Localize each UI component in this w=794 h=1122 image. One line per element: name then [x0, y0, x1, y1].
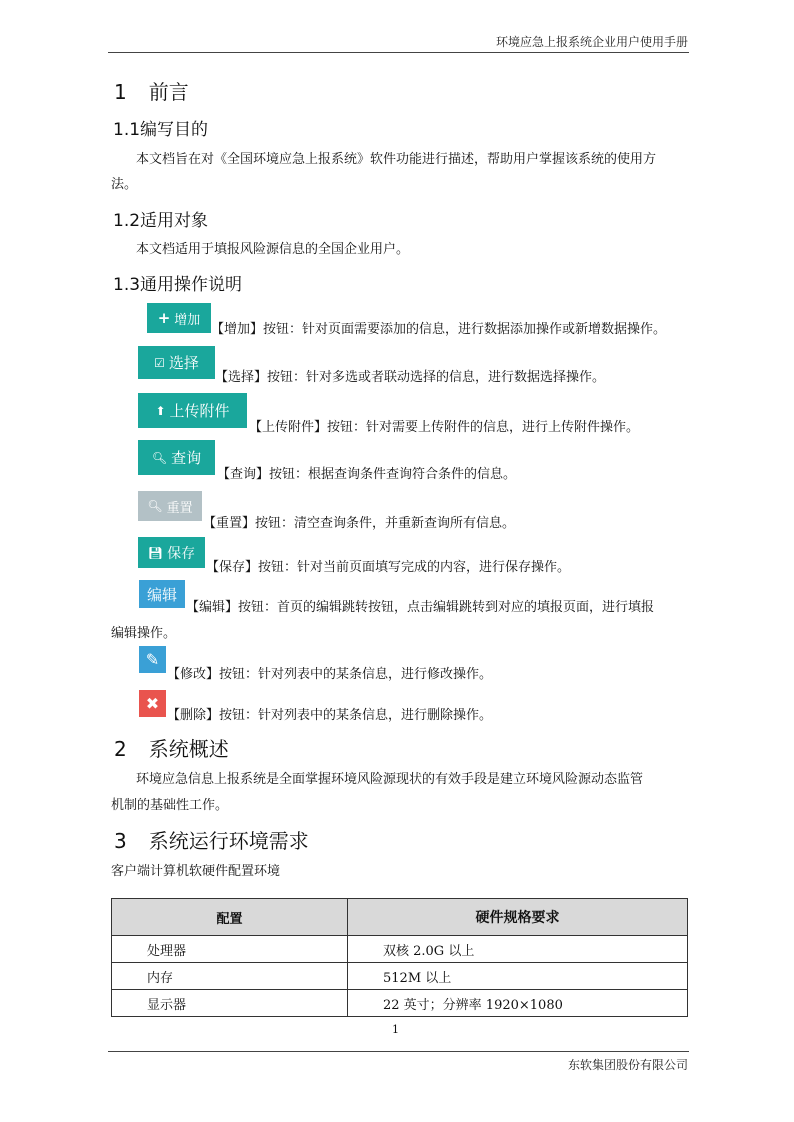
modify-button[interactable]	[139, 646, 166, 673]
modify-button-desc: 【修改】按钮：针对列表中的某条信息，进行修改操作。	[167, 667, 493, 682]
select-button-desc: 【选择】按钮：针对多选或者联动选择的信息，进行数据选择操作。	[215, 370, 606, 385]
section-1-1-heading	[113, 115, 208, 140]
table-cell: 显示器	[112, 990, 348, 1017]
table-cell: 512M 以上	[348, 963, 688, 990]
header-title: 环境应急上报系统企业用户使用手册	[495, 35, 688, 49]
upload-icon: ⬆	[155, 403, 166, 418]
upload-button-desc: 【上传附件】按钮：针对需要上传附件的信息，进行上传附件操作。	[249, 420, 640, 435]
section-number: 3	[114, 829, 127, 853]
search-icon: 🔍︎	[147, 499, 163, 513]
query-button[interactable]: 🔍︎ 查询	[138, 440, 215, 475]
section-1-2-heading	[113, 206, 208, 231]
section-title: 编写目的	[140, 120, 209, 140]
paragraph: 本文档旨在对《全国环境应急上报系统》软件功能进行描述，帮助用户掌握该系统的使用方	[136, 152, 657, 167]
section-number: 1.3	[113, 275, 141, 295]
section-title: 系统运行环境需求	[148, 829, 309, 853]
search-icon: 🔍︎	[151, 450, 168, 465]
x-icon: ✖	[145, 694, 160, 713]
delete-button[interactable]	[139, 690, 166, 717]
save-button[interactable]: 💾︎ 保存	[138, 537, 205, 568]
delete-button-desc: 【删除】按钮：针对列表中的某条信息，进行删除操作。	[167, 708, 493, 723]
hardware-requirements-table	[111, 898, 688, 1017]
section-1-heading	[114, 76, 189, 105]
section-1-3-heading	[113, 270, 242, 295]
section-number: 1.1	[113, 120, 141, 140]
add-button[interactable]: + 增加	[147, 303, 211, 333]
add-button-desc: 【增加】按钮：针对页面需要添加的信息，进行数据添加操作或新增数据操作。	[211, 322, 667, 337]
table-header-row	[112, 899, 688, 936]
floppy-icon: 💾︎	[147, 545, 164, 560]
footer-company: 东软集团股份有限公司	[567, 1058, 688, 1072]
table-header: 配置	[112, 899, 348, 936]
table-cell: 内存	[112, 963, 348, 990]
save-button-desc: 【保存】按钮：针对当前页面填写完成的内容，进行保存操作。	[206, 560, 571, 575]
paragraph: 本文档适用于填报风险源信息的全国企业用户。	[136, 242, 410, 257]
table-cell: 双核 2.0G 以上	[348, 936, 688, 963]
plus-icon: +	[157, 309, 171, 327]
reset-button[interactable]: 🔍︎ 重置	[138, 491, 202, 521]
section-number: 1	[114, 80, 127, 104]
edit-button-desc: 【编辑】按钮：首页的编辑跳转按钮，点击编辑跳转到对应的填报页面，进行填报	[186, 600, 655, 615]
page-number: 1	[392, 1023, 399, 1036]
select-button[interactable]: ☑ 选择	[138, 346, 215, 379]
section-2-heading	[114, 733, 229, 762]
table-cell: 22 英寸；分辨率 1920×1080	[348, 990, 688, 1017]
paragraph: 环境应急信息上报系统是全面掌握环境风险源现状的有效手段是建立环境风险源动态监管	[136, 772, 644, 787]
table-cell: 处理器	[112, 936, 348, 963]
table-row	[112, 936, 688, 963]
table-header: 硬件规格要求	[348, 899, 688, 936]
section-title: 通用操作说明	[140, 275, 243, 295]
paragraph: 法。	[111, 177, 138, 192]
edit-button-desc-cont: 编辑操作。	[111, 626, 177, 641]
section-title: 系统概述	[148, 737, 229, 761]
table-row	[112, 963, 688, 990]
section-title: 适用对象	[140, 211, 209, 231]
footer-divider	[108, 1051, 689, 1052]
section-title: 前言	[148, 80, 189, 104]
table-intro: 客户端计算机软硬件配置环境	[111, 864, 281, 879]
paragraph: 机制的基础性工作。	[111, 798, 229, 813]
checkbox-icon: ☑	[154, 355, 165, 370]
header-divider	[108, 52, 689, 53]
upload-attachment-button[interactable]: ⬆ 上传附件	[138, 393, 247, 428]
table-row	[112, 990, 688, 1017]
pencil-square-icon: ✎	[145, 650, 160, 669]
query-button-desc: 【查询】按钮：根据查询条件查询符合条件的信息。	[217, 467, 517, 482]
reset-button-desc: 【重置】按钮：清空查询条件，并重新查询所有信息。	[203, 516, 516, 531]
section-number: 2	[114, 737, 127, 761]
section-3-heading	[114, 825, 309, 854]
edit-button[interactable]: 编辑	[139, 580, 185, 608]
section-number: 1.2	[113, 211, 141, 231]
